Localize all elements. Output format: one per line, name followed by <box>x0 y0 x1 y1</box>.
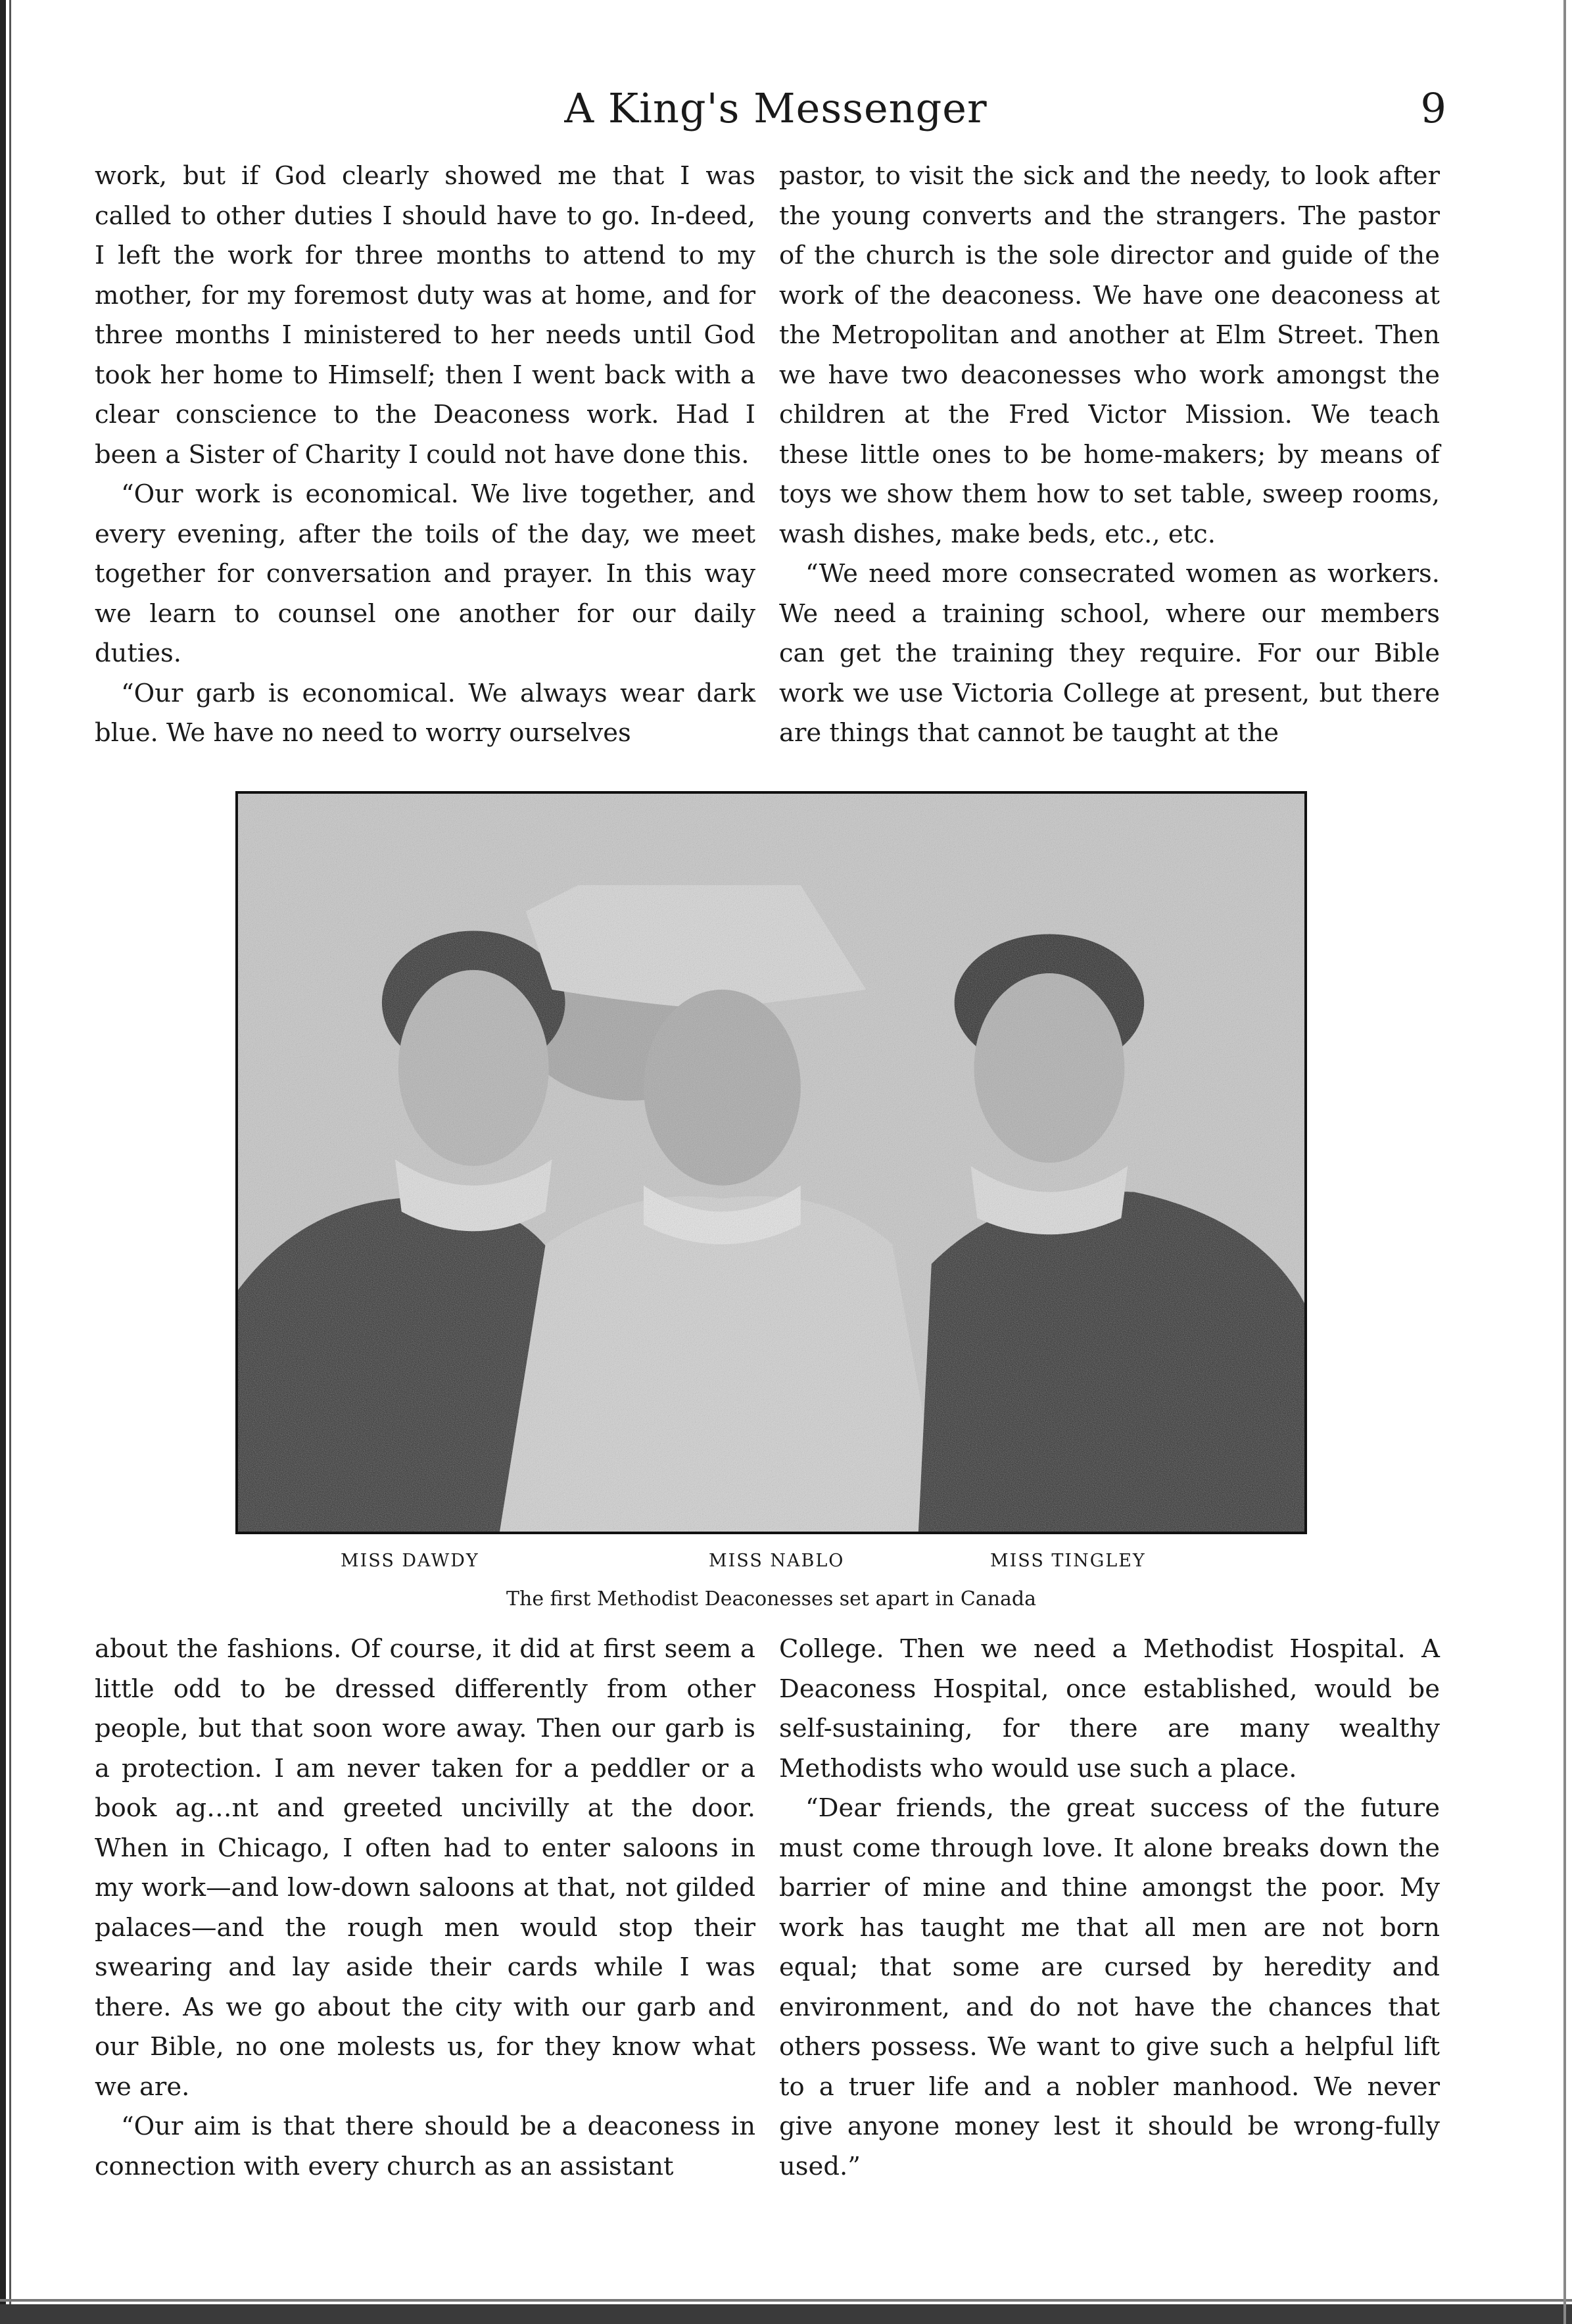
paragraph: “Our aim is that there should be a deaconess in connection with every church as an assistant <box>95 2112 755 2181</box>
paragraph: “Our work is economical. We live together, and every evening, after the toils of the day, we meet together for conversation and prayer. In this way we learn to counsel one another for our daily duties. <box>95 479 755 668</box>
text-column-right-top <box>779 157 1440 754</box>
page-number: 9 <box>1420 84 1446 132</box>
running-title: A King's Messenger <box>564 84 988 132</box>
paragraph: College. Then we need a Methodist Hospital. A Deaconess Hospital, once established, would be self-sustaining, for there are many wealthy Methodists who would use such a place. <box>779 1634 1440 1783</box>
deaconesses-photograph <box>235 791 1307 1534</box>
figure-name: MISS TINGLEY <box>990 1551 1146 1571</box>
paragraph: “We need more consecrated women as workers. We need a training school, where our members can get the training they require. For our Bible work we use Victoria College at present, but there are things that cannot be taught at the <box>779 559 1440 748</box>
text-column-left-bottom <box>95 1630 755 2187</box>
paragraph: about the fashions. Of course, it did at first seem a little odd to be dressed differently from other people, but that soon wore away. Then our garb is a protection. I am never taken for a peddler or a book ag…nt and greeted uncivilly at the door. When in Chicago, I often had to enter saloons in my work—and low-down saloons at that, not gilded palaces—and the rough men would stop their swearing and lay aside their cards while I was there. As we go about the city with our garb and our Bible, no one molests us, for they know what we are. <box>95 1634 755 2102</box>
paragraph: “Our garb is economical. We always wear dark blue. We have no need to worry ourselves <box>95 678 755 748</box>
text-column-left-top <box>95 157 755 754</box>
paragraph: work, but if God clearly showed me that I was called to other duties I should have to go. In-deed, I left the work for three months to attend to my mother, for my foremost duty was at home, and for three months I ministered to her needs until God took her home to Himself; then I went back with a clear conscience to the Deaconess work. Had I been a Sister of Charity I could not have done this. <box>95 161 755 470</box>
figure-name: MISS NABLO <box>709 1551 845 1571</box>
text-column-right-bottom <box>779 1630 1440 2187</box>
photo-illustration <box>238 794 1304 1532</box>
figure-caption: The first Methodist Deaconesses set apart in Canada <box>506 1587 1036 1610</box>
paragraph: pastor, to visit the sick and the needy, to look after the young converts and the strangers. The pastor of the church is the sole director and guide of the work of the deaconess. We have one deaconess at the Metropolitan and another at Elm Street. Then we have two deaconesses who work amongst the children at the Fred Victor Mission. We teach these little ones to be home-makers; by means of toys we show them how to set table, sweep rooms, wash dishes, make beds, etc., etc. <box>779 161 1440 549</box>
figure-name: MISS DAWDY <box>341 1551 479 1571</box>
paragraph: “Dear friends, the great success of the future must come through love. It alone breaks down the barrier of mine and thine amongst the poor. My work has taught me that all men are not born equal; that some are cursed by heredity and environment, and do not have the chances that others possess. We want to give such a helpful lift to a truer life and a nobler manhood. We never give anyone money lest it should be wrong-fully used.” <box>779 1793 1440 2181</box>
figure-names-row <box>235 1551 1307 1577</box>
